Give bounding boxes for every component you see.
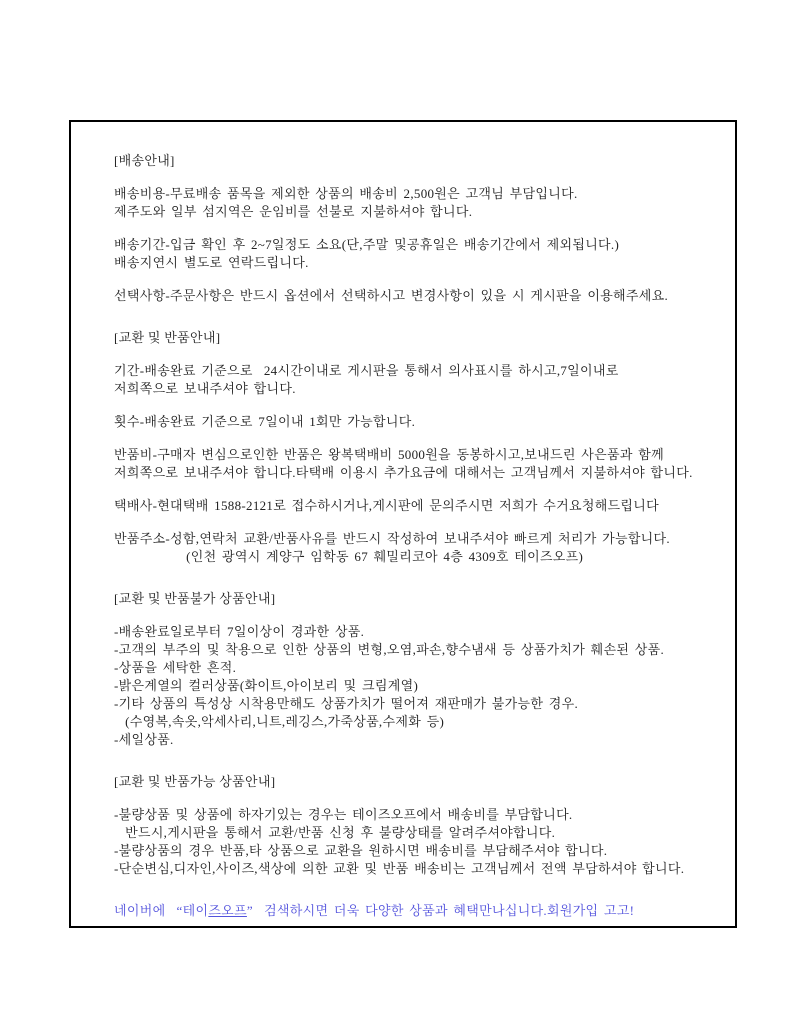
- section-title: [교환 및 반품안내]: [114, 330, 221, 345]
- section-shipping-info: [114, 152, 717, 305]
- paragraph: [114, 236, 717, 272]
- paragraph: [114, 185, 717, 221]
- text-line: 배송지연시 별도로 연락드립니다.: [114, 255, 309, 270]
- paragraph: [114, 413, 717, 431]
- promo-brand-underlined: 즈오프: [208, 903, 247, 918]
- section-title: [배송안내]: [114, 153, 175, 168]
- text-line: 기간-배송완료 기준으로 24시간이내로 게시판을 통해서 의사표시를 하시고,7일이내로: [114, 363, 619, 378]
- paragraph: [114, 362, 717, 398]
- promo-note: [114, 902, 717, 920]
- list-item: -세일상품.: [114, 732, 174, 747]
- list-item: (수영복,속옷,악세사리,니트,레깅스,가죽상품,수제화 등): [114, 714, 445, 729]
- list-item: 반드시,게시판을 통해서 교환/반품 신청 후 불량상태를 알려주셔야합니다.: [114, 825, 556, 840]
- paragraph: [114, 497, 717, 515]
- list-item: -불량상품의 경우 반품,타 상품으로 교환을 원하시면 배송비를 부담해주셔야 합니다.: [114, 843, 608, 858]
- text-line: 택배사-현대택배 1588-2121로 접수하시거나,게시판에 문의주시면 저희가 수거요청해드립니다: [114, 498, 659, 513]
- list-item: -배송완료일로부터 7일이상이 경과한 상품.: [114, 624, 365, 639]
- list-item: -불량상품 및 상품에 하자기있는 경우는 테이즈오프에서 배송비를 부담합니다.: [114, 807, 573, 822]
- list-item: -기타 상품의 특성상 시착용만해도 상품가치가 떨어져 재판매가 불가능한 경우.: [114, 696, 579, 711]
- section-returnable-items: [114, 773, 717, 878]
- paragraph: [114, 287, 717, 305]
- list-item: -상품을 세탁한 흔적.: [114, 660, 237, 675]
- section-non-returnable-items: [114, 590, 717, 749]
- promo-text-prefix: 네이버에 “테이: [114, 903, 209, 918]
- text-line: 배송비용-무료배송 품목을 제외한 상품의 배송비 2,500원은 고객님 부담입니다.: [114, 186, 578, 201]
- text-line: 저희쪽으로 보내주셔야 합니다.타택배 이용시 추가요금에 대해서는 고객님께서 지불하셔야 합니다.: [114, 465, 693, 480]
- list-item: -단순변심,디자인,사이즈,색상에 의한 교환 및 반품 배송비는 고객님께서 전액 부담하셔야 합니다.: [114, 861, 685, 876]
- section-title: [교환 및 반품불가 상품안내]: [114, 591, 276, 606]
- text-line: 반품주소-성함,연락처 교환/반품사유를 반드시 작성하여 보내주셔야 빠르게 처리가 가능합니다.: [114, 531, 670, 546]
- list-item: -고객의 부주의 및 착용으로 인한 상품의 변형,오염,파손,향수냄새 등 상품가치가 훼손된 상품.: [114, 642, 665, 657]
- text-line: 반품비-구매자 변심으로인한 반품은 왕복택배비 5000원을 동봉하시고,보내드린 사은품과 함께: [114, 447, 664, 462]
- paragraph: [114, 446, 717, 482]
- text-line: 저희쪽으로 보내주셔야 합니다.: [114, 381, 296, 396]
- text-line: 제주도와 일부 섬지역은 운임비를 선불로 지불하셔야 합니다.: [114, 204, 473, 219]
- section-exchange-return-info: [114, 329, 717, 566]
- notice-document: [69, 120, 737, 928]
- promo-text-suffix: ” 검색하시면 더욱 다양한 상품과 혜택만나십니다.회원가입 고고!: [246, 903, 635, 918]
- text-line-return-address: (인천 광역시 계양구 임학동 67 훼밀리코아 4층 4309호 테이즈오프): [114, 549, 584, 564]
- text-line: 횟수-배송완료 기준으로 7일이내 1회만 가능합니다.: [114, 414, 416, 429]
- section-title: [교환 및 반품가능 상품안내]: [114, 774, 276, 789]
- paragraph: [114, 806, 717, 878]
- list-item: -밝은계열의 컬러상품(화이트,아이보리 및 크림계열): [114, 678, 419, 693]
- text-line: 선택사항-주문사항은 반드시 옵션에서 선택하시고 변경사항이 있을 시 게시판을 이용해주세요.: [114, 288, 669, 303]
- paragraph: [114, 530, 717, 566]
- text-line: 배송기간-입금 확인 후 2~7일정도 소요(단,주말 및공휴일은 배송기간에서 제외됩니다.): [114, 237, 620, 252]
- paragraph: [114, 623, 717, 749]
